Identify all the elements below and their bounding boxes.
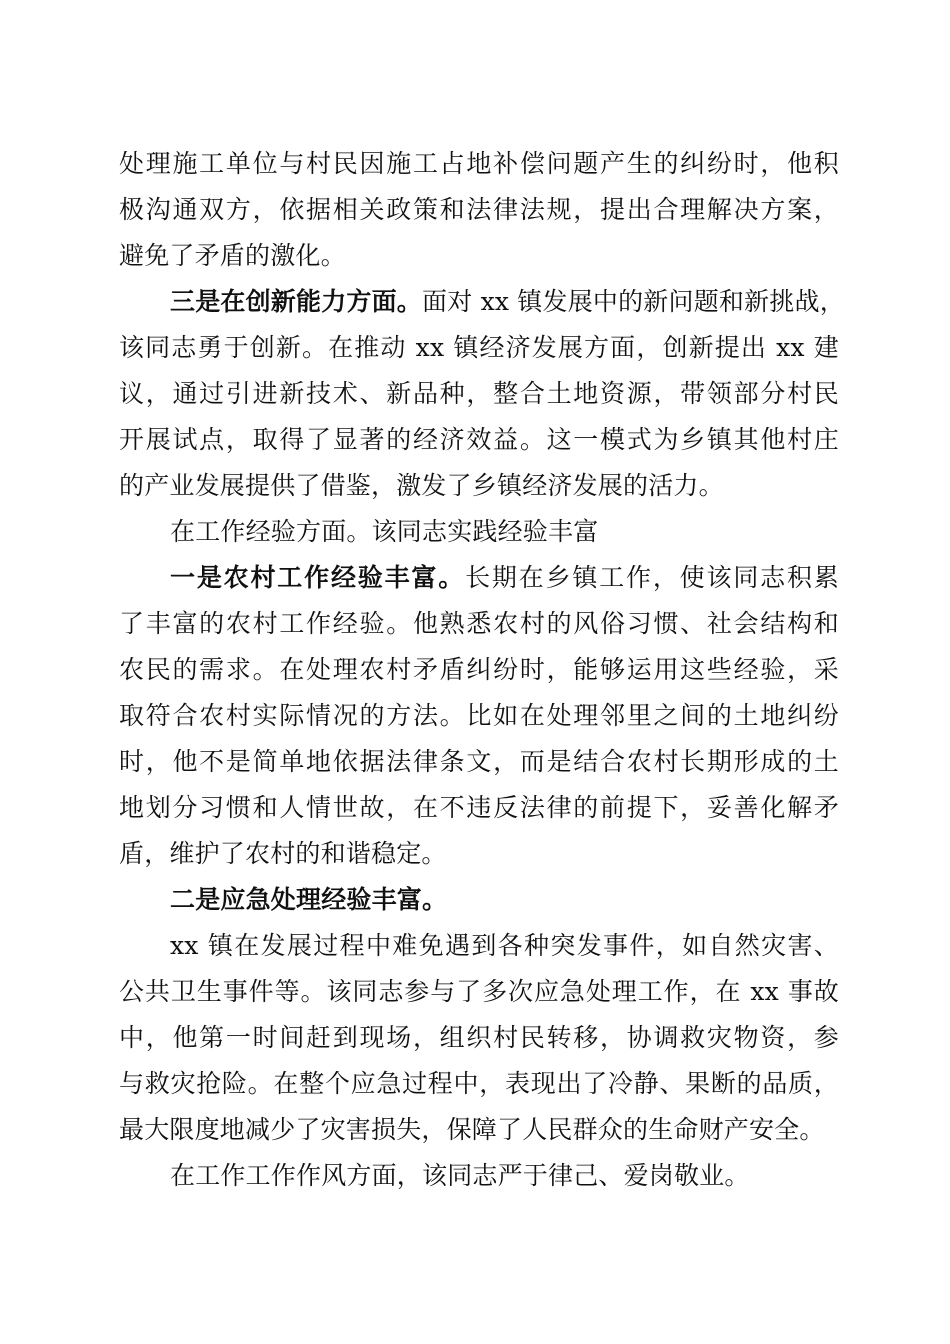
paragraph-line: 盾，维护了农村的和谐稳定。 xyxy=(119,839,447,868)
section-heading: 二是应急处理经验丰富。 xyxy=(170,885,448,914)
section-heading: 三是在创新能力方面。 xyxy=(170,287,423,316)
paragraph-line: 了丰富的农村工作经验。他熟悉农村的风俗习惯、社会结构和 xyxy=(119,609,839,638)
paragraph-line: 与救灾抢险。在整个应急过程中，表现出了冷静、果断的品质， xyxy=(119,1069,839,1098)
paragraph-line: 处理施工单位与村民因施工占地补偿问题产生的纠纷时，他积 xyxy=(119,149,839,178)
paragraph-line: 的产业发展提供了借鉴，激发了乡镇经济发展的活力。 xyxy=(119,471,724,500)
paragraph-line: xx 镇在发展过程中难免遇到各种突发事件，如自然灾害、 xyxy=(170,931,839,960)
paragraph-line: 该同志勇于创新。在推动 xx 镇经济发展方面，创新提出 xx 建 xyxy=(119,333,839,362)
paragraph-line: 避免了矛盾的激化。 xyxy=(119,241,346,270)
paragraph-line xyxy=(170,877,839,923)
paragraph-line: 三是在创新能力方面。面对 xx 镇发展中的新问题和新挑战， xyxy=(170,287,845,316)
paragraph-line: 最大限度地减少了灾害损失，保障了人民群众的生命财产安全。 xyxy=(119,1115,825,1144)
paragraph-line: 时，他不是简单地依据法律条文，而是结合农村长期形成的土 xyxy=(119,747,839,776)
paragraph-line: 中，他第一时间赶到现场，组织村民转移，协调救灾物资，参 xyxy=(119,1023,839,1052)
paragraph-line: 公共卫生事件等。该同志参与了多次应急处理工作，在 xx 事故 xyxy=(119,977,839,1006)
paragraph-line: 极沟通双方，依据相关政策和法律法规，提出合理解决方案， xyxy=(119,195,839,224)
paragraph-line: 议，通过引进新技术、新品种，整合土地资源，带领部分村民 xyxy=(119,379,839,408)
paragraph-line: 在工作经验方面。该同志实践经验丰富 xyxy=(170,517,599,546)
paragraph-line: 农民的需求。在处理农村矛盾纠纷时，能够运用这些经验，采 xyxy=(119,655,839,684)
paragraph-line: 一是农村工作经验丰富。长期在乡镇工作，使该同志积累 xyxy=(170,563,839,592)
paragraph-line: 在工作工作作风方面，该同志严于律己、爱岗敬业。 xyxy=(170,1161,750,1190)
paragraph-line: 开展试点，取得了显著的经济效益。这一模式为乡镇其他村庄 xyxy=(119,425,839,454)
paragraph-line: 地划分习惯和人情世故，在不违反法律的前提下，妥善化解矛 xyxy=(119,793,839,822)
section-heading: 一是农村工作经验丰富。 xyxy=(170,563,466,592)
paragraph-line: 取符合农村实际情况的方法。比如在处理邻里之间的土地纠纷 xyxy=(119,701,839,730)
